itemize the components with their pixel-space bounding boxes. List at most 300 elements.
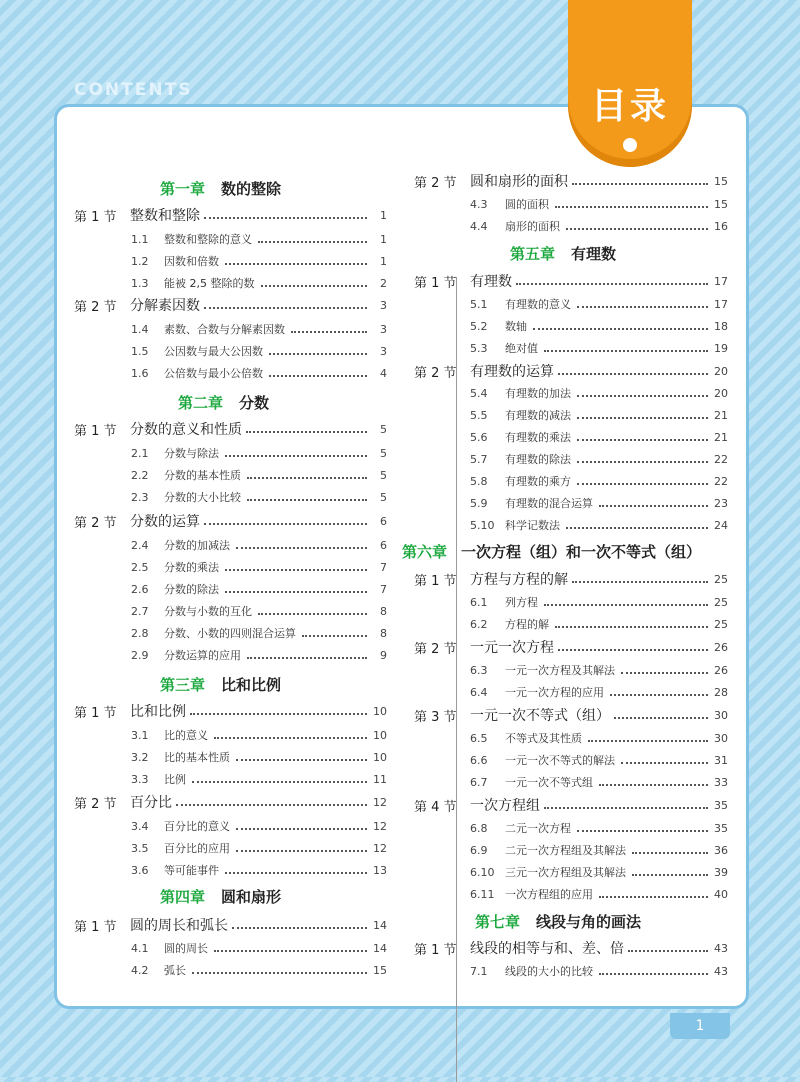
dot-leader <box>236 751 367 761</box>
toc-subsection[interactable] <box>131 815 387 837</box>
subsection-title: 能被 2,5 整除的数 <box>164 277 255 290</box>
page-number: 30 <box>714 708 728 722</box>
page-number: 11 <box>373 772 387 786</box>
dot-leader <box>204 299 367 309</box>
toc-subsection[interactable] <box>131 362 387 384</box>
page-number: 40 <box>714 887 728 901</box>
dot-leader <box>291 323 367 333</box>
toc-subsection[interactable] <box>131 318 387 340</box>
subsection-title: 科学记数法 <box>505 519 560 532</box>
toc-subsection[interactable] <box>470 613 728 635</box>
page-number: 36 <box>714 843 728 857</box>
subsection-title: 有理数的混合运算 <box>505 497 593 510</box>
page-title: 目录 <box>590 86 669 127</box>
subsection-title: 百分比的应用 <box>164 842 230 855</box>
page-number: 1 <box>380 232 387 246</box>
subsection-number: 2.9 <box>131 648 149 662</box>
page-number: 26 <box>714 640 728 654</box>
page-number: 1 <box>380 208 387 222</box>
page-number: 20 <box>714 386 728 400</box>
dot-leader <box>261 277 368 287</box>
toc-section[interactable] <box>74 418 387 440</box>
toc-section[interactable] <box>74 700 387 722</box>
subsection-title: 有理数的乘法 <box>505 431 571 444</box>
dot-leader <box>192 964 367 974</box>
subsection-title: 二元一次方程 <box>505 822 571 835</box>
dot-leader <box>614 709 708 719</box>
page-number: 10 <box>373 704 387 718</box>
chapter-number: 第七章 <box>475 912 521 931</box>
toc-subsection[interactable] <box>131 724 387 746</box>
dot-leader <box>258 605 367 615</box>
subsection-title: 数轴 <box>505 320 527 333</box>
page-number: 16 <box>714 219 728 233</box>
subsection-number: 3.5 <box>131 841 149 855</box>
page-number: 8 <box>380 604 387 618</box>
page-number: 7 <box>380 582 387 596</box>
page-number: 5 <box>380 468 387 482</box>
subsection-title: 分数、小数的四则混合运算 <box>164 627 296 640</box>
column-divider <box>456 277 457 1082</box>
chapter-heading[interactable] <box>178 391 269 413</box>
chapter-number: 第五章 <box>510 244 556 263</box>
toc-subsection[interactable] <box>131 464 387 486</box>
page-number: 5 <box>380 422 387 436</box>
page-number-badge: 1 <box>670 1013 730 1039</box>
section-title: 百分比 <box>130 795 172 811</box>
page-number: 9 <box>380 648 387 662</box>
subsection-number: 4.3 <box>470 197 488 211</box>
subsection-number: 3.3 <box>131 772 149 786</box>
subsection-number: 3.1 <box>131 728 149 742</box>
page-number: 26 <box>714 663 728 677</box>
dot-leader <box>236 820 367 830</box>
page-number: 3 <box>380 322 387 336</box>
toc-subsection[interactable] <box>470 659 728 681</box>
chapter-heading[interactable] <box>510 242 616 264</box>
toc-subsection[interactable] <box>470 839 728 861</box>
subsection-number: 1.4 <box>131 322 149 336</box>
subsection-title: 弧长 <box>164 964 186 977</box>
dot-leader <box>577 387 708 397</box>
chapter-number: 第二章 <box>178 393 224 412</box>
subsection-title: 比的基本性质 <box>164 751 230 764</box>
toc-subsection[interactable] <box>131 556 387 578</box>
dot-leader <box>225 561 367 571</box>
section-number: 第 1 节 <box>74 705 117 721</box>
subsection-title: 一元一次方程及其解法 <box>505 664 615 677</box>
toc-subsection[interactable] <box>131 768 387 790</box>
toc-section[interactable] <box>414 937 728 959</box>
subsection-title: 分数的除法 <box>164 583 219 596</box>
dot-leader <box>236 842 367 852</box>
page-number: 13 <box>373 863 387 877</box>
subsection-title: 一元一次不等式组 <box>505 776 593 789</box>
page-number: 25 <box>714 595 728 609</box>
subsection-number: 5.6 <box>470 430 488 444</box>
subsection-number: 6.8 <box>470 821 488 835</box>
chapter-title: 一次方程（组）和一次不等式（组） <box>461 542 702 561</box>
toc-subsection[interactable] <box>131 272 387 294</box>
chapter-number: 第一章 <box>160 179 206 198</box>
dot-leader <box>577 409 708 419</box>
subsection-number: 5.5 <box>470 408 488 422</box>
subsection-title: 不等式及其性质 <box>505 732 582 745</box>
dot-leader <box>632 866 708 876</box>
subsection-title: 比的意义 <box>164 729 208 742</box>
page-number: 12 <box>373 819 387 833</box>
dot-leader <box>577 453 708 463</box>
subsection-number: 6.10 <box>470 865 495 879</box>
subsection-title: 比例 <box>164 773 186 786</box>
subsection-title: 分数的基本性质 <box>164 469 241 482</box>
subsection-number: 4.1 <box>131 941 149 955</box>
subsection-number: 5.1 <box>470 297 488 311</box>
page-number: 18 <box>714 319 728 333</box>
dot-leader <box>610 686 708 696</box>
toc-section[interactable] <box>74 510 387 532</box>
dot-leader <box>236 539 367 549</box>
subsection-title: 有理数的减法 <box>505 409 571 422</box>
toc-subsection[interactable] <box>131 578 387 600</box>
toc-section[interactable] <box>74 294 387 316</box>
subsection-title: 有理数的乘方 <box>505 475 571 488</box>
page-number: 22 <box>714 452 728 466</box>
toc-subsection[interactable] <box>131 442 387 464</box>
section-title: 分数的意义和性质 <box>130 422 242 438</box>
section-title: 线段的相等与和、差、倍 <box>470 941 624 957</box>
subsection-title: 扇形的面积 <box>505 220 560 233</box>
subsection-title: 公倍数与最小公倍数 <box>164 367 263 380</box>
dot-leader <box>577 475 708 485</box>
toc-section[interactable] <box>74 204 387 226</box>
chapter-title: 有理数 <box>571 244 617 263</box>
dot-leader <box>225 583 367 593</box>
page-number: 4 <box>380 366 387 380</box>
page-number: 10 <box>373 750 387 764</box>
contents-label: CONTENTS <box>74 80 193 100</box>
page-number: 35 <box>714 821 728 835</box>
toc-subsection[interactable] <box>131 622 387 644</box>
toc-subsection[interactable] <box>470 315 728 337</box>
section-number: 第 1 节 <box>414 573 457 589</box>
subsection-number: 6.7 <box>470 775 488 789</box>
subsection-number: 5.4 <box>470 386 488 400</box>
subsection-number: 6.9 <box>470 843 488 857</box>
toc-section[interactable] <box>74 791 387 813</box>
title-tab <box>568 0 692 167</box>
subsection-number: 1.6 <box>131 366 149 380</box>
page-number: 19 <box>714 341 728 355</box>
subsection-number: 7.1 <box>470 964 488 978</box>
dot-leader <box>225 447 367 457</box>
page-number: 25 <box>714 617 728 631</box>
chapter-title: 线段与角的画法 <box>536 912 642 931</box>
toc-subsection[interactable] <box>470 193 728 215</box>
subsection-number: 1.2 <box>131 254 149 268</box>
dot-leader <box>190 705 367 715</box>
page-number: 35 <box>714 798 728 812</box>
dot-leader <box>269 345 367 355</box>
toc-subsection[interactable] <box>131 746 387 768</box>
toc-subsection[interactable] <box>131 534 387 556</box>
dot-leader <box>632 844 708 854</box>
toc-subsection[interactable] <box>470 337 728 359</box>
subsection-title: 圆的面积 <box>505 198 549 211</box>
dot-leader <box>269 367 367 377</box>
subsection-title: 有理数的除法 <box>505 453 571 466</box>
dot-leader <box>302 627 367 637</box>
page-number: 43 <box>714 941 728 955</box>
toc-card <box>57 107 746 1006</box>
subsection-number: 3.4 <box>131 819 149 833</box>
section-title: 比和比例 <box>130 704 186 720</box>
section-number: 第 2 节 <box>74 796 117 812</box>
section-title: 有理数的运算 <box>470 364 554 380</box>
section-number: 第 1 节 <box>74 919 117 935</box>
dot-leader <box>214 942 367 952</box>
section-title: 方程与方程的解 <box>470 572 568 588</box>
section-title: 圆的周长和弧长 <box>130 918 228 934</box>
toc-subsection[interactable] <box>470 293 728 315</box>
page-number: 15 <box>714 174 728 188</box>
page-number: 14 <box>373 918 387 932</box>
section-number: 第 2 节 <box>74 299 117 315</box>
dot-leader <box>544 596 708 606</box>
dot-leader <box>558 365 708 375</box>
dot-leader <box>232 919 367 929</box>
subsection-title: 一次方程组的应用 <box>505 888 593 901</box>
page-number: 2 <box>380 276 387 290</box>
subsection-number: 3.6 <box>131 863 149 877</box>
dot-leader <box>588 732 708 742</box>
page-number: 15 <box>714 197 728 211</box>
dot-icon <box>623 138 637 152</box>
toc-subsection[interactable] <box>131 228 387 250</box>
dot-leader <box>225 864 367 874</box>
dot-leader <box>204 515 367 525</box>
toc-subsection[interactable] <box>131 959 387 981</box>
chapter-heading[interactable] <box>160 885 281 907</box>
section-title: 一元一次方程 <box>470 640 554 656</box>
dot-leader <box>516 275 708 285</box>
chapter-heading[interactable] <box>402 540 701 562</box>
page-number: 17 <box>714 297 728 311</box>
dot-leader <box>555 198 708 208</box>
dot-leader <box>533 320 708 330</box>
dot-leader <box>599 497 708 507</box>
section-number: 第 2 节 <box>74 515 117 531</box>
toc-subsection[interactable] <box>470 470 728 492</box>
subsection-number: 2.1 <box>131 446 149 460</box>
page-number: 3 <box>380 298 387 312</box>
dot-leader <box>599 776 708 786</box>
page-number: 12 <box>373 841 387 855</box>
chapter-heading[interactable] <box>160 673 281 695</box>
subsection-title: 方程的解 <box>505 618 549 631</box>
dot-leader <box>577 431 708 441</box>
toc-subsection[interactable] <box>131 250 387 272</box>
toc-section[interactable] <box>414 170 728 192</box>
subsection-number: 2.2 <box>131 468 149 482</box>
section-number: 第 1 节 <box>414 942 457 958</box>
toc-section[interactable] <box>414 636 728 658</box>
subsection-title: 有理数的加法 <box>505 387 571 400</box>
subsection-number: 2.7 <box>131 604 149 618</box>
dot-leader <box>258 233 367 243</box>
chapter-title: 分数 <box>239 393 270 412</box>
toc-subsection[interactable] <box>470 681 728 703</box>
toc-subsection[interactable] <box>470 883 728 905</box>
toc-section[interactable] <box>414 270 728 292</box>
dot-leader <box>555 618 708 628</box>
subsection-number: 2.8 <box>131 626 149 640</box>
toc-subsection[interactable] <box>470 382 728 404</box>
subsection-title: 因数和倍数 <box>164 255 219 268</box>
subsection-title: 一元一次不等式的解法 <box>505 754 615 767</box>
dot-leader <box>572 573 708 583</box>
subsection-number: 5.2 <box>470 319 488 333</box>
subsection-number: 6.1 <box>470 595 488 609</box>
page-number: 10 <box>373 728 387 742</box>
page-number: 5 <box>380 446 387 460</box>
page-number: 39 <box>714 865 728 879</box>
subsection-title: 分数运算的应用 <box>164 649 241 662</box>
subsection-title: 分数的乘法 <box>164 561 219 574</box>
subsection-title: 列方程 <box>505 596 538 609</box>
section-number: 第 2 节 <box>414 365 457 381</box>
subsection-number: 6.6 <box>470 753 488 767</box>
dot-leader <box>192 773 367 783</box>
subsection-title: 二元一次方程组及其解法 <box>505 844 626 857</box>
toc-subsection[interactable] <box>470 215 728 237</box>
subsection-title: 一元一次方程的应用 <box>505 686 604 699</box>
section-title: 一元一次不等式（组） <box>470 708 610 724</box>
page-number: 22 <box>714 474 728 488</box>
toc-subsection[interactable] <box>470 591 728 613</box>
toc-subsection[interactable] <box>131 600 387 622</box>
subsection-number: 1.3 <box>131 276 149 290</box>
page-number: 33 <box>714 775 728 789</box>
subsection-title: 百分比的意义 <box>164 820 230 833</box>
toc-subsection[interactable] <box>131 644 387 666</box>
toc-subsection[interactable] <box>470 771 728 793</box>
page-number: 15 <box>373 963 387 977</box>
dot-leader <box>566 519 708 529</box>
toc-subsection[interactable] <box>131 837 387 859</box>
toc-subsection[interactable] <box>131 859 387 881</box>
dot-leader <box>621 754 708 764</box>
dot-leader <box>176 796 367 806</box>
subsection-number: 2.3 <box>131 490 149 504</box>
chapter-number: 第四章 <box>160 887 206 906</box>
page-number: 1 <box>380 254 387 268</box>
subsection-number: 5.9 <box>470 496 488 510</box>
chapter-title: 数的整除 <box>221 179 282 198</box>
section-number: 第 3 节 <box>414 709 457 725</box>
subsection-title: 等可能事件 <box>164 864 219 877</box>
page-number: 12 <box>373 795 387 809</box>
toc-section[interactable] <box>414 794 728 816</box>
page-number: 28 <box>714 685 728 699</box>
subsection-number: 6.3 <box>470 663 488 677</box>
dot-leader <box>599 965 708 975</box>
subsection-number: 5.3 <box>470 341 488 355</box>
toc-section[interactable] <box>414 360 728 382</box>
dot-leader <box>247 649 367 659</box>
toc-section[interactable] <box>74 914 387 936</box>
page-number: 30 <box>714 731 728 745</box>
dot-leader <box>544 342 708 352</box>
page-number: 21 <box>714 430 728 444</box>
page-number: 8 <box>380 626 387 640</box>
subsection-number: 6.11 <box>470 887 495 901</box>
page-number: 21 <box>714 408 728 422</box>
page-number: 6 <box>380 538 387 552</box>
subsection-number: 6.4 <box>470 685 488 699</box>
toc-subsection[interactable] <box>131 937 387 959</box>
dot-leader <box>572 175 708 185</box>
section-number: 第 4 节 <box>414 799 457 815</box>
dot-leader <box>204 209 367 219</box>
toc-subsection[interactable] <box>470 492 728 514</box>
toc-subsection[interactable] <box>470 514 728 536</box>
toc-subsection[interactable] <box>470 727 728 749</box>
subsection-number: 4.4 <box>470 219 488 233</box>
chapter-heading[interactable] <box>160 177 281 199</box>
dot-leader <box>577 822 708 832</box>
toc-subsection[interactable] <box>470 960 728 982</box>
section-title: 分解素因数 <box>130 298 200 314</box>
subsection-title: 分数的大小比较 <box>164 491 241 504</box>
section-title: 有理数 <box>470 274 512 290</box>
subsection-title: 绝对值 <box>505 342 538 355</box>
chapter-heading[interactable] <box>475 910 641 932</box>
page-number: 17 <box>714 274 728 288</box>
toc-subsection[interactable] <box>131 340 387 362</box>
toc-section[interactable] <box>414 704 728 726</box>
toc-subsection[interactable] <box>470 404 728 426</box>
section-number: 第 1 节 <box>74 209 117 225</box>
chapter-title: 圆和扇形 <box>221 887 282 906</box>
subsection-number: 1.1 <box>131 232 149 246</box>
subsection-number: 5.8 <box>470 474 488 488</box>
section-title: 分数的运算 <box>130 514 200 530</box>
toc-subsection[interactable] <box>470 426 728 448</box>
page-number: 5 <box>380 490 387 504</box>
page-number: 3 <box>380 344 387 358</box>
dot-leader <box>628 942 708 952</box>
section-title: 圆和扇形的面积 <box>470 174 568 190</box>
toc-subsection[interactable] <box>131 486 387 508</box>
page-number: 23 <box>714 496 728 510</box>
subsection-number: 3.2 <box>131 750 149 764</box>
toc-subsection[interactable] <box>470 861 728 883</box>
dot-leader <box>577 298 708 308</box>
subsection-title: 整数和整除的意义 <box>164 233 252 246</box>
page-number: 7 <box>380 560 387 574</box>
toc-subsection[interactable] <box>470 749 728 771</box>
subsection-number: 2.4 <box>131 538 149 552</box>
subsection-title: 素数、合数与分解素因数 <box>164 323 285 336</box>
subsection-title: 三元一次方程组及其解法 <box>505 866 626 879</box>
toc-subsection[interactable] <box>470 817 728 839</box>
toc-subsection[interactable] <box>470 448 728 470</box>
subsection-title: 线段的大小的比较 <box>505 965 593 978</box>
subsection-number: 5.10 <box>470 518 495 532</box>
subsection-title: 圆的周长 <box>164 942 208 955</box>
toc-section[interactable] <box>414 568 728 590</box>
